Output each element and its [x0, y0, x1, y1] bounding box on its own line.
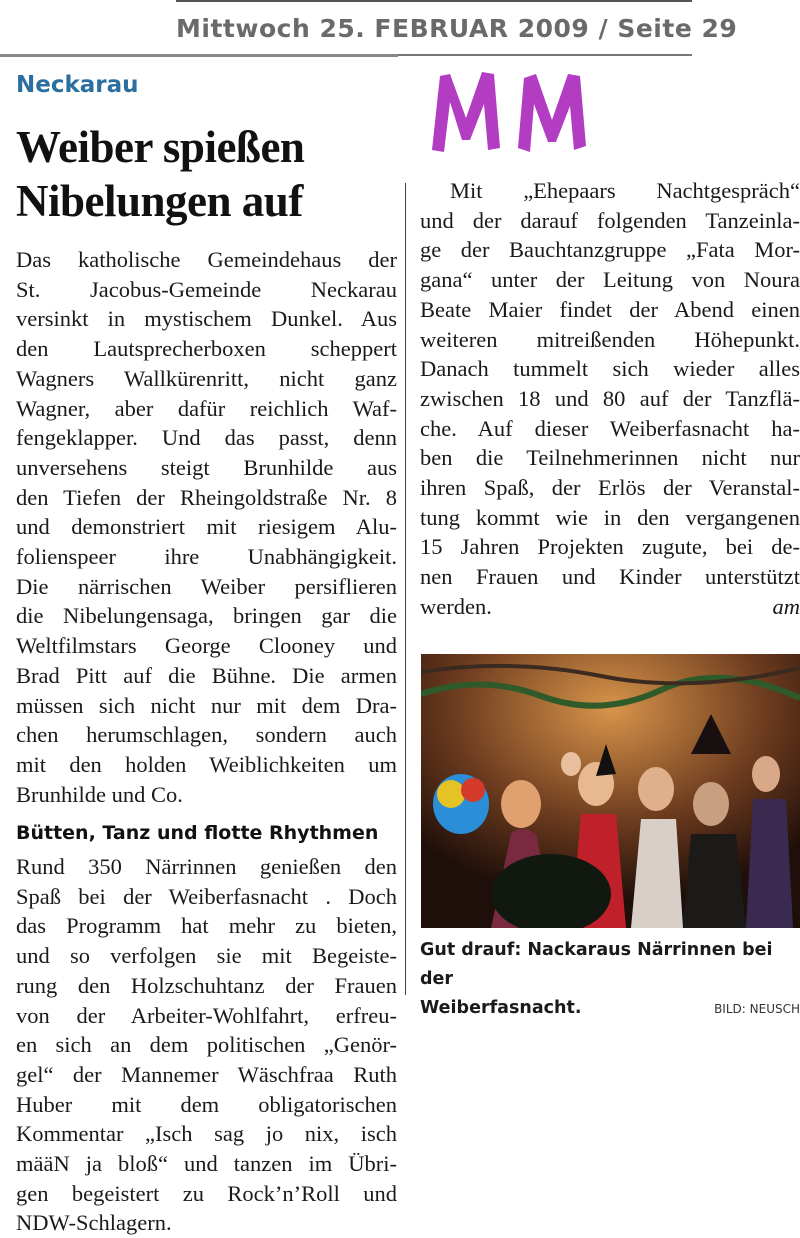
text-line: zwischen 18 und 80 auf der Tanzflä-	[420, 384, 800, 414]
text-line: Wagners Wallkürenritt, nicht ganz	[16, 364, 397, 394]
text-line: den Tiefen der Rheingoldstraße Nr. 8	[16, 483, 397, 513]
text-line: und demonstriert mit riesigem Alu-	[16, 512, 397, 542]
text-line: ge der Bauchtanzgruppe „Fata Mor-	[420, 235, 800, 265]
text-line: gana“ unter der Leitung von Noura	[420, 265, 800, 295]
text-line: määN ja bloß“ und tanzen im Übri-	[16, 1149, 397, 1179]
text-line: Rund 350 Närrinnen genießen den	[16, 852, 397, 882]
text-line: unversehens steigt Brunhilde aus	[16, 453, 397, 483]
text-line: Spaß bei der Weiberfasnacht . Doch	[16, 882, 397, 912]
headline-line: Nibelungen auf	[16, 174, 396, 228]
text-line: Kommentar „Isch sag jo nix, isch	[16, 1119, 397, 1149]
text-line: und der darauf folgenden Tanzeinla-	[420, 206, 800, 236]
text-line: tung kommt wie in den vergangenen	[420, 503, 800, 533]
text-line: werden.	[420, 592, 492, 622]
text-line: nen Frauen und Kinder unterstützt	[420, 562, 800, 592]
text-line: von der Arbeiter-Wohlfahrt, erfreu-	[16, 1001, 397, 1031]
dateline: Mittwoch 25. FEBRUAR 2009 / Seite 29	[176, 14, 692, 43]
text-line: en sich an dem politischen „Genör-	[16, 1030, 397, 1060]
text-line: gel“ der Mannemer Wäschfraa Ruth	[16, 1060, 397, 1090]
text-line: die Nibelungensaga, bringen gar die	[16, 601, 397, 631]
text-line: Danach tummelt sich wieder alles	[420, 354, 800, 384]
article-column-1	[16, 245, 397, 809]
text-line: St. Jacobus-Gemeinde Neckarau	[16, 275, 397, 305]
byline-row	[420, 592, 800, 622]
text-line: mit den holden Weiblichkeiten um	[16, 750, 397, 780]
newspaper-logo	[426, 62, 610, 158]
text-line: Weltfilmstars George Clooney und	[16, 631, 397, 661]
text-line: ben die Teilnehmerinnen nicht nur	[420, 443, 800, 473]
text-line: das Programm hat mehr zu bieten,	[16, 911, 397, 941]
text-line: Beate Maier findet der Abend einen	[420, 295, 800, 325]
caption-line: Gut drauf: Nackaraus Närrinnen bei der	[420, 936, 800, 994]
text-line: NDW-Schlagern.	[16, 1208, 397, 1238]
article-column-1b	[16, 852, 397, 1238]
headline	[16, 120, 396, 228]
text-line: 15 Jahren Projekten zugute, bei de-	[420, 532, 800, 562]
text-line: und so verfolgen sie mit Begeiste-	[16, 941, 397, 971]
text-line: Wagner, aber dafür reichlich Waf-	[16, 394, 397, 424]
column-divider	[405, 183, 406, 995]
text-line: fengeklapper. Und das passt, denn	[16, 423, 397, 453]
text-line: Huber mit dem obligatorischen	[16, 1090, 397, 1120]
section-label: Neckarau	[16, 72, 139, 98]
text-line: rung den Holzschuhtanz der Frauen	[16, 971, 397, 1001]
text-line: ihren Spaß, der Erlös der Veranstal-	[420, 473, 800, 503]
author-initials: am	[773, 592, 800, 622]
subheading: Bütten, Tanz und flotte Rhythmen	[16, 822, 397, 844]
text-line: Brunhilde und Co.	[16, 780, 397, 810]
headline-line: Weiber spießen	[16, 120, 396, 174]
text-line: Das katholische Gemeindehaus der	[16, 245, 397, 275]
text-line: Mit „Ehepaars Nachtgespräch“	[420, 176, 800, 206]
text-line: versinkt in mystischem Dunkel. Aus	[16, 304, 397, 334]
text-line: gen begeistert zu Rock’n’Roll und	[16, 1179, 397, 1209]
text-line: folienspeer ihre Unabhängigkeit.	[16, 542, 397, 572]
photo-caption	[420, 936, 800, 1024]
article-column-2	[420, 176, 800, 622]
text-line: weiteren mitreißenden Höhepunkt.	[420, 325, 800, 355]
event-photo	[421, 654, 800, 928]
caption-line: Weiberfasnacht.	[420, 994, 582, 1023]
text-line: Die närrischen Weiber persiflieren	[16, 572, 397, 602]
section-rule	[0, 54, 398, 57]
text-line: che. Auf dieser Weiberfasnacht ha-	[420, 414, 800, 444]
text-line: müssen sich nicht nur mit dem Dra-	[16, 691, 397, 721]
text-line: chen herumschlagen, sondern auch	[16, 720, 397, 750]
caption-row	[420, 994, 800, 1024]
text-line: den Lautsprecherboxen scheppert	[16, 334, 397, 364]
photo-credit: BILD: NEUSCH	[714, 995, 800, 1024]
text-line: Brad Pitt auf die Bühne. Die armen	[16, 661, 397, 691]
header-rule	[176, 0, 692, 2]
